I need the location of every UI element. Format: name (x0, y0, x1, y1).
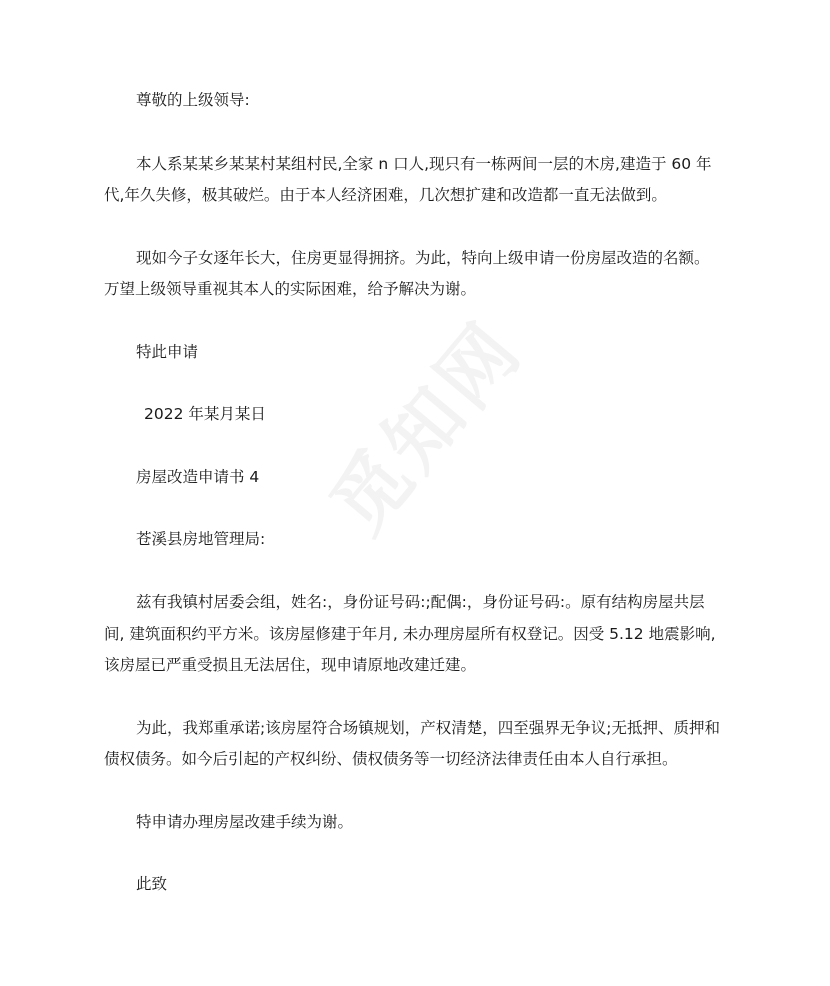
paragraph-2-line-2: 万望上级领导重视其本人的实际困难，给予解决为谢。 (104, 280, 477, 298)
closing-salute: 此致 (136, 875, 168, 893)
paragraph-3-line-1: 兹有我镇村居委会组，姓名:，身份证号码:;配偶:，身份证号码:。原有结构房屋共层 (136, 593, 705, 611)
paragraph-4-line-1: 为此，我郑重承诺;该房屋符合场镇规划，产权清楚，四至强界无争议;无抵押、质押和 (136, 719, 720, 737)
salutation: 尊敬的上级领导: (136, 91, 250, 109)
paragraph-4-line-2: 债权债务。如今后引起的产权纠纷、债权债务等一切经济法律责任由本人自行承担。 (104, 750, 678, 768)
watermark: 觅知网 (313, 303, 540, 550)
recipient: 苍溪县房地管理局: (136, 530, 266, 548)
date-line: 2022 年某月某日 (144, 405, 266, 423)
final-request: 特申请办理房屋改建手续为谢。 (136, 813, 354, 831)
paragraph-2-line-1: 现如今子女逐年长大，住房更显得拥挤。为此，特向上级申请一份房屋改造的名额。 (136, 249, 710, 267)
closing-request: 特此申请 (136, 343, 199, 361)
paragraph-1-line-2: 代,年久失修，极其破烂。由于本人经济困难，几次想扩建和改造都一直无法做到。 (104, 186, 667, 204)
section-title: 房屋改造申请书 4 (136, 468, 260, 486)
paragraph-3-line-2: 间, 建筑面积约平方米。该房屋修建于年月, 未办理房屋所有权登记。因受 5.12 地震影响, (104, 625, 716, 643)
paragraph-1-line-1: 本人系某某乡某某村某组村民,全家 n 口人,现只有一栋两间一层的木房,建造于 60 年 (136, 155, 712, 173)
paragraph-3-line-3: 该房屋已严重受损且无法居住，现申请原地改建迁建。 (104, 656, 477, 674)
